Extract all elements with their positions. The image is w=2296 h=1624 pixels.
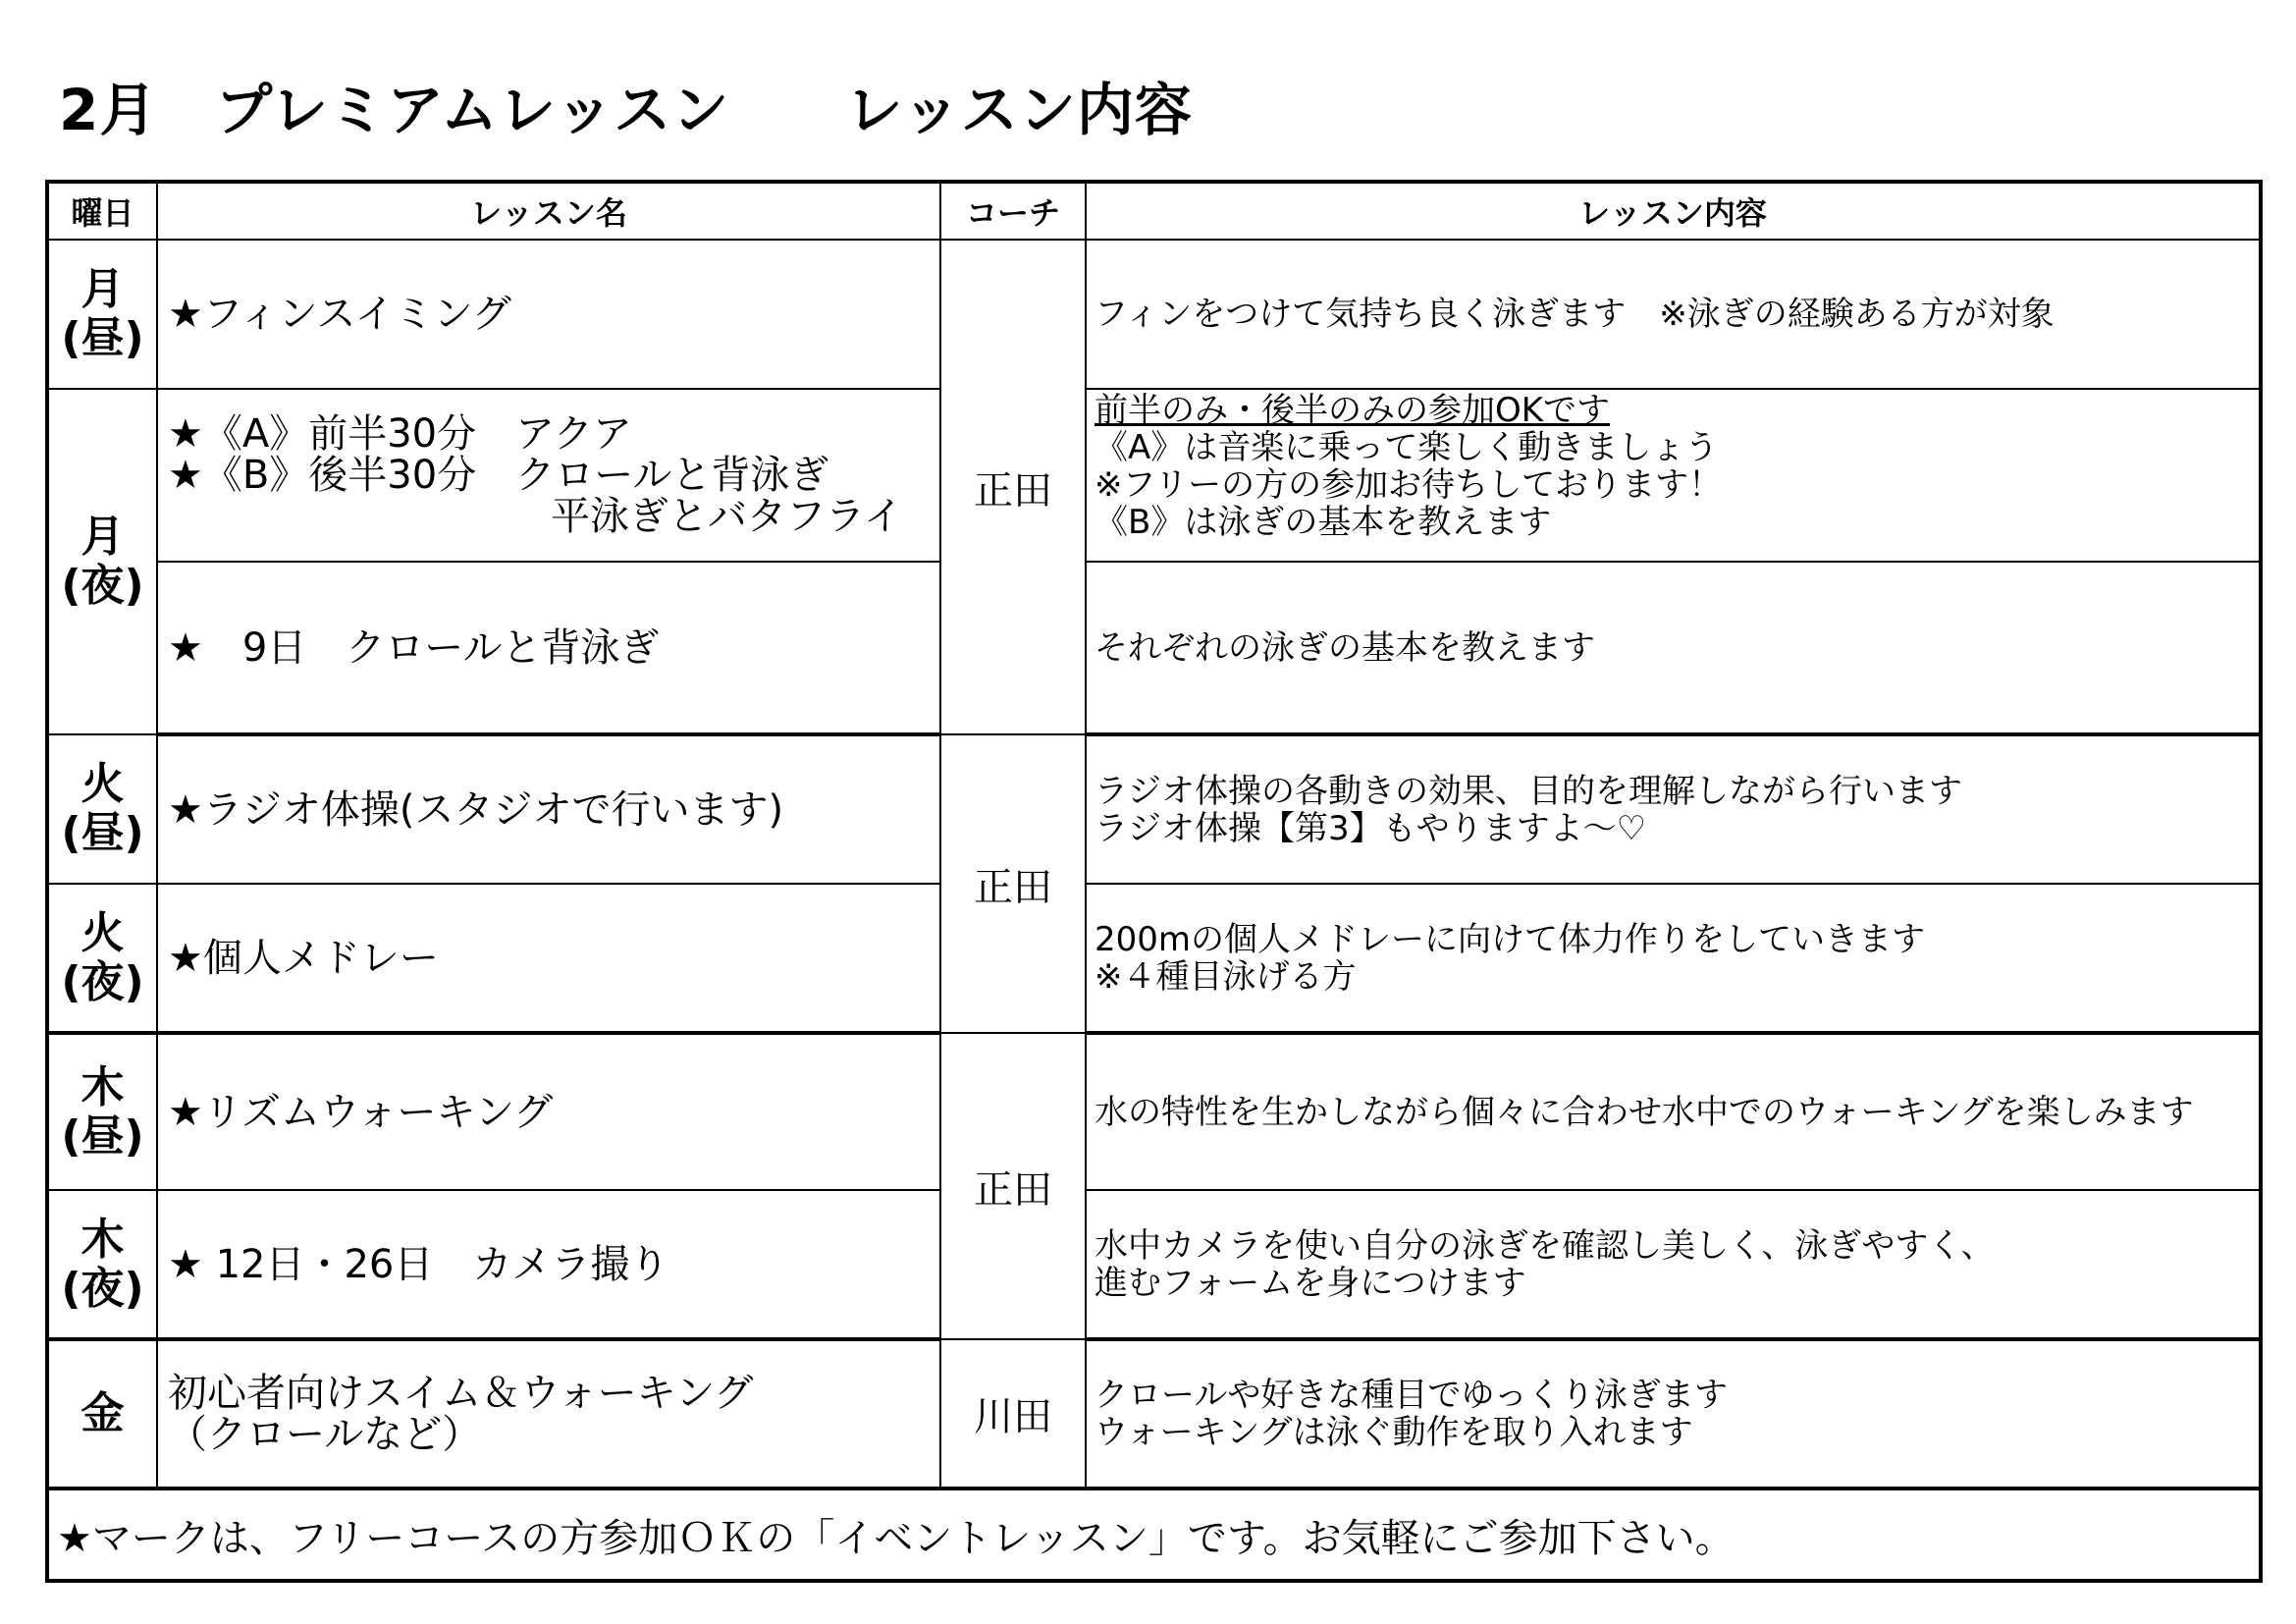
day-label: 金 (80, 1388, 125, 1438)
lesson-name: 初心者向けスイム＆ウォーキング (168, 1371, 754, 1416)
lesson-content-cell (1086, 1339, 2261, 1489)
coach-cell: 正田 (940, 734, 1086, 1033)
day-cell (47, 734, 157, 884)
lesson-name: ★リズムウォーキング (168, 1089, 554, 1135)
day-label: 月 (80, 264, 125, 314)
lesson-content-line: フィンをつけて気持ち良く泳ぎます ※泳ぎの経験ある方が対象 (1095, 295, 2055, 334)
day-cell (47, 1033, 157, 1190)
lesson-name: 平泳ぎとバタフライ (551, 494, 903, 539)
lesson-name-cell (157, 1339, 940, 1489)
lesson-name: ★ 12日・26日 カメラ撮り (168, 1241, 669, 1287)
lesson-name-cell (157, 734, 940, 884)
table-row (47, 1339, 2261, 1489)
lesson-content-line: 《A》は音楽に乗って楽しく動きましょう (1095, 428, 1719, 467)
lesson-content-line: クロールや好きな種目でゆっくり泳ぎます (1095, 1376, 1728, 1415)
lesson-content-line: それぞれの泳ぎの基本を教えます (1095, 627, 1595, 668)
day-cell (47, 1339, 157, 1489)
table-row (47, 1033, 2261, 1190)
lesson-content-line: 進むフォームを身につけます (1095, 1263, 1526, 1303)
lesson-schedule-table (45, 180, 2263, 1583)
table-row (47, 389, 2261, 562)
day-label: 火 (80, 759, 125, 809)
day-cell (47, 884, 157, 1033)
lesson-name: ★ラジオ体操(スタジオで行います) (168, 786, 784, 833)
day-time-label: (夜) (61, 561, 144, 611)
header-lesson-name: レッスン名 (157, 182, 940, 240)
table-header-row (47, 182, 2261, 240)
lesson-name: ★ 9日 クロールと背泳ぎ (168, 624, 660, 671)
coach-cell: 正田 (940, 1033, 1086, 1339)
lesson-content-line: ラジオ体操の各動きの効果、目的を理解しながら行います (1095, 771, 1962, 811)
table-row (47, 240, 2261, 389)
lesson-name-cell (157, 562, 940, 734)
footer-row (47, 1489, 2261, 1581)
lesson-name-cell (157, 1190, 940, 1339)
day-time-label: (夜) (61, 956, 144, 1007)
day-cell (47, 389, 157, 734)
lesson-content-line: 水の特性を生かしながら個々に合わせ水中でのウォーキングを楽しみます (1095, 1092, 2194, 1132)
lesson-content-line: ※フリーの方の参加お待ちしております！ (1095, 465, 1723, 505)
lesson-content-line: 《B》は泳ぎの基本を教えます (1095, 503, 1552, 542)
lesson-content-cell (1086, 562, 2261, 734)
lesson-name: ★《A》前半30分 アクア (168, 411, 632, 457)
day-cell (47, 1190, 157, 1339)
lesson-name-cell (157, 1033, 940, 1190)
day-time-label: (昼) (61, 1110, 144, 1162)
lesson-content-line: ※４種目泳げる方 (1095, 956, 1357, 997)
day-cell (47, 240, 157, 389)
header-day: 曜日 (47, 182, 157, 240)
lesson-content-cell (1086, 389, 2261, 562)
lesson-name-cell (157, 389, 940, 562)
lesson-name: （クロールなど） (168, 1412, 482, 1457)
day-label: 木 (80, 1214, 125, 1265)
day-time-label: (昼) (61, 808, 144, 858)
lesson-name-cell (157, 240, 940, 389)
lesson-content-line: ウォーキングは泳ぐ動作を取り入れます (1095, 1413, 1693, 1452)
lesson-name: ★個人メドレー (168, 935, 439, 981)
lesson-name: ★《B》後半30分 クロールと背泳ぎ (168, 453, 829, 498)
coach-cell: 正田 (940, 240, 1086, 734)
lesson-content-line: ラジオ体操【第3】もやりますよ～♡ (1095, 808, 1647, 848)
lesson-content-line: 前半のみ・後半のみの参加OKです (1095, 391, 1611, 430)
coach-cell: 川田 (940, 1339, 1086, 1489)
day-label: 火 (80, 907, 125, 958)
lesson-content-line: 200mの個人メドレーに向けて体力作りをしていきます (1095, 919, 1926, 959)
day-label: 月 (80, 512, 125, 562)
lesson-content-line: 水中カメラを使い自分の泳ぎを確認し美しく、泳ぎやすく、 (1095, 1225, 1995, 1266)
footer-note: ★マークは、フリーコースの方参加ＯＫの「イベントレッスン」です。お気軽にご参加下さい。 (47, 1489, 2261, 1581)
lesson-name: ★フィンスイミング (168, 292, 511, 337)
lesson-content-cell (1086, 240, 2261, 389)
page-title: 2月 プレミアムレッスン レッスン内容 (59, 77, 1193, 143)
lesson-content-cell (1086, 1190, 2261, 1339)
day-label: 木 (80, 1061, 125, 1112)
lesson-content-cell (1086, 1033, 2261, 1190)
table-row (47, 1190, 2261, 1339)
table-row (47, 734, 2261, 884)
header-coach: コーチ (940, 182, 1086, 240)
lesson-name-cell (157, 884, 940, 1033)
lesson-content-cell (1086, 884, 2261, 1033)
table-row (47, 884, 2261, 1033)
table-row (47, 562, 2261, 734)
day-time-label: (昼) (61, 313, 144, 363)
day-time-label: (夜) (61, 1263, 144, 1314)
lesson-content-cell (1086, 734, 2261, 884)
header-content: レッスン内容 (1086, 182, 2261, 240)
